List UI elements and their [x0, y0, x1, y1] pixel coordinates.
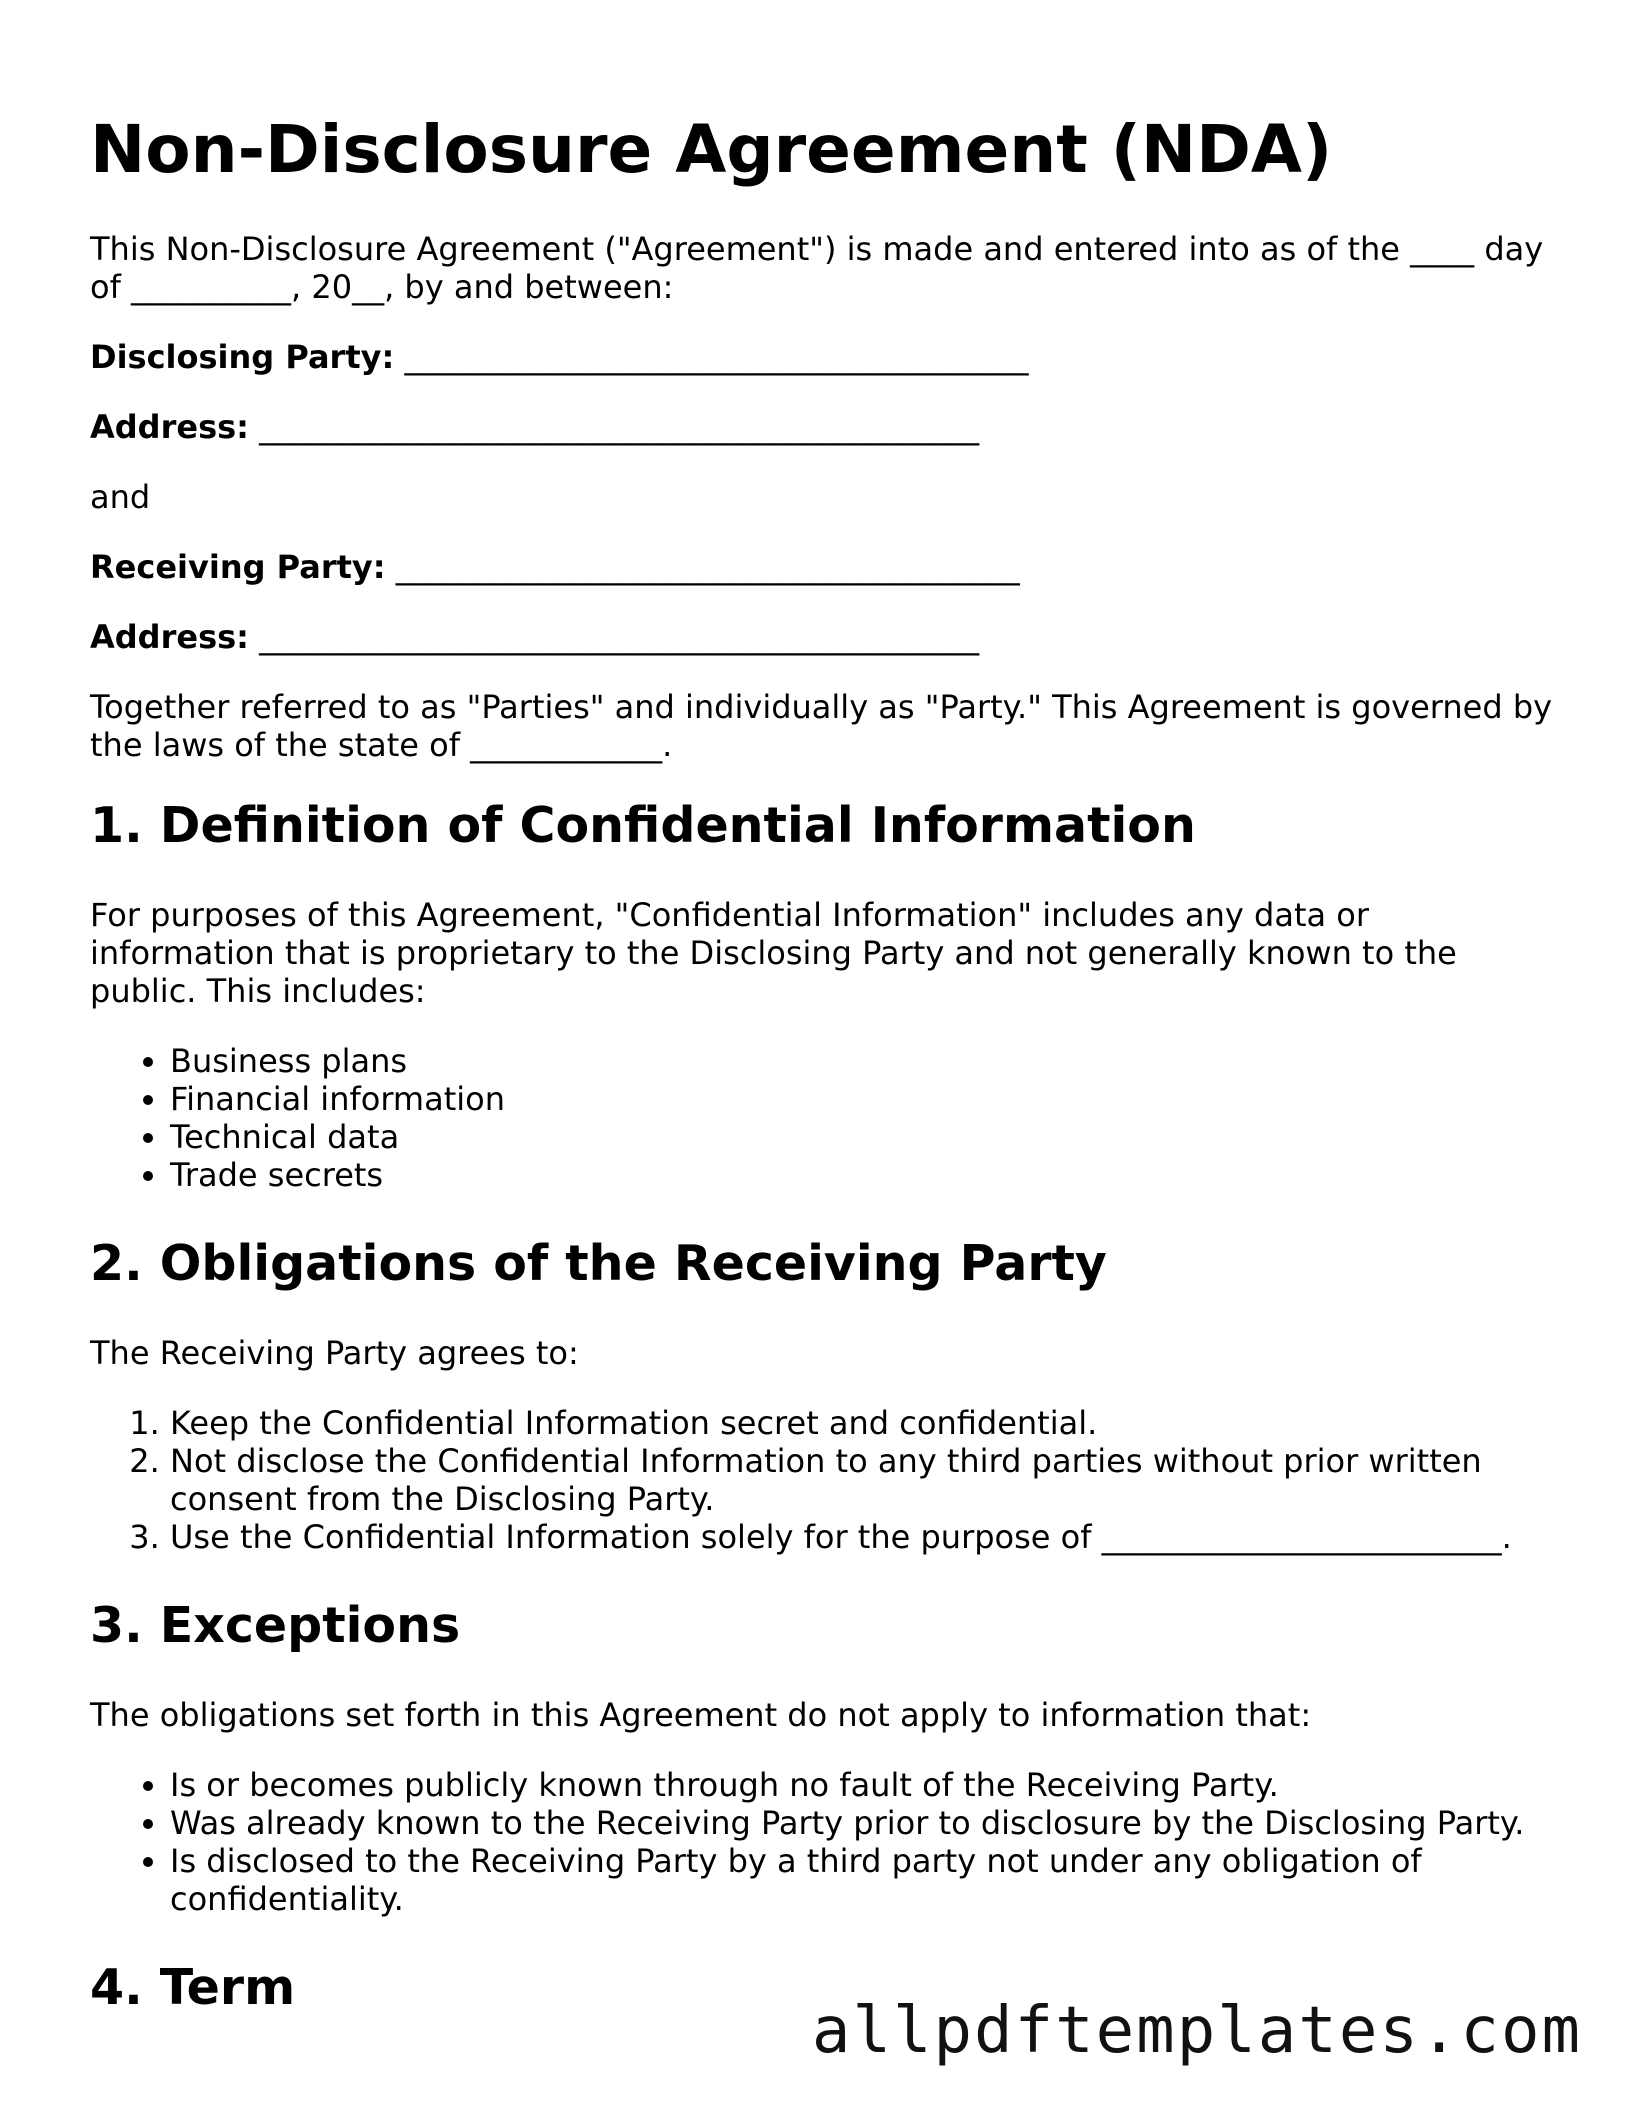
list-item: • Financial information — [170, 1080, 1560, 1118]
receiving-address-field — [90, 618, 1560, 656]
list-item: 3. Use the Confidential Information solely for the purpose of _________________________. — [170, 1518, 1560, 1556]
intro-paragraph: This Non-Disclosure Agreement ("Agreement") is made and entered into as of the ____ day of __________, 20__, by and between: — [90, 230, 1544, 306]
receiving-party-field — [90, 548, 1560, 586]
list-item: • Is disclosed to the Receiving Party by a third party not under any obligation of confidentiality. — [170, 1842, 1560, 1918]
disclosing-address-field — [90, 408, 1560, 446]
section2-list — [90, 1404, 1560, 1556]
section3-heading: 3. Exceptions — [90, 1597, 461, 1654]
section3-body: The obligations set forth in this Agreement do not apply to information that: — [90, 1696, 1312, 1734]
together-paragraph: Together referred to as "Parties" and individually as "Party." This Agreement is governed by the laws of the state of ____________. — [90, 688, 1553, 764]
section1-body: For purposes of this Agreement, "Confidential Information" includes any data or information that is proprietary to the Disclosing Party and not generally known to the public. This includes: — [90, 896, 1457, 1010]
document-title: Non-Disclosure Agreement (NDA) — [90, 111, 1333, 188]
list-item: 2. Not disclose the Confidential Information to any third parties without prior written consent from the Disclosing Party. — [170, 1442, 1560, 1518]
disclosing-party-label: Disclosing Party: — [90, 338, 395, 376]
list-item: • Trade secrets — [170, 1156, 1560, 1194]
receiving-party-label: Receiving Party: — [90, 548, 386, 586]
list-item: • Is or becomes publicly known through no fault of the Receiving Party. — [170, 1766, 1560, 1804]
disclosing-party-field — [90, 338, 1560, 376]
section1-heading: 1. Definition of Confidential Information — [90, 797, 1196, 854]
receiving-address-blank: _____________________________________________ — [259, 618, 980, 656]
section3-list — [90, 1766, 1560, 1918]
list-item: • Business plans — [170, 1042, 1560, 1080]
section2-heading: 2. Obligations of the Receiving Party — [90, 1235, 1107, 1292]
list-item: • Technical data — [170, 1118, 1560, 1156]
section2-body: The Receiving Party agrees to: — [90, 1334, 579, 1372]
disclosing-address-blank: _____________________________________________ — [259, 408, 980, 446]
disclosing-address-label: Address: — [90, 408, 249, 446]
watermark-text: allpdftemplates.com — [811, 1994, 1582, 2068]
and-text: and — [90, 478, 151, 516]
list-item: • Was already known to the Receiving Party prior to disclosure by the Disclosing Party. — [170, 1804, 1560, 1842]
disclosing-party-blank: _______________________________________ — [404, 338, 1029, 376]
document-page — [90, 110, 1560, 2058]
receiving-party-blank: _______________________________________ — [395, 548, 1020, 586]
section1-list — [90, 1042, 1560, 1194]
receiving-address-label: Address: — [90, 618, 249, 656]
section4-heading: 4. Term — [90, 1959, 296, 2016]
list-item: 1. Keep the Confidential Information secret and confidential. — [170, 1404, 1560, 1442]
